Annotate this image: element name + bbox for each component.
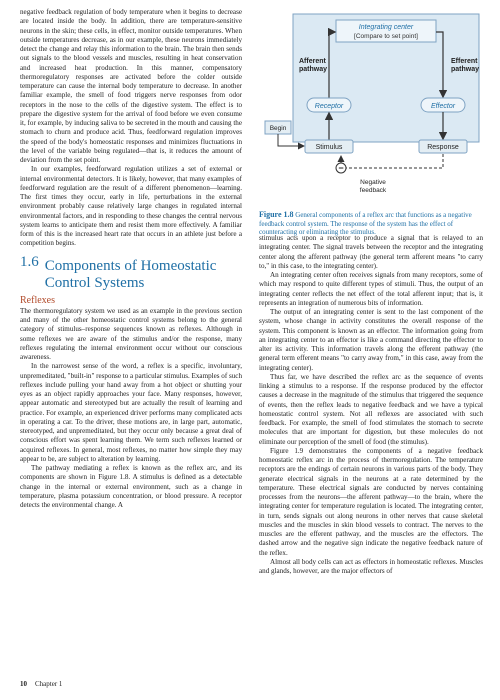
paragraph-reflex-definition: In the narrowest sense of the word, a reflex is a specific, involuntary, unpremeditated, "built-in" response to a particular stimulus. Examples of such reflexes include pulling your hand away from a hot object or shutting your eyes as an object rapidly approaches your face. Many responses, however, appear automatic and stereotyped but are actually the result of learning and practice. For example, an experienced driver performs many complicated acts in operating a car. To the driver, these motions are, in large part, automatic, stereotyped, and unpremeditated, but they occur only because a great deal of conscious effort was spent learning them. We term such reflexes learned or acquired reflexes. In general, most reflexes, no matter how simple they may appear to be, are subject to alteration by learning.: [20, 362, 242, 463]
integrating-center-label: Integrating center: [358, 24, 414, 31]
begin-label: Begin: [269, 125, 287, 132]
stimulus-label: Stimulus: [315, 144, 343, 151]
figure-caption-text: General components of a reflex arc that functions as a negative feedback control system. The response of the system has the effect of counteracting or eliminating the stimulus.: [259, 211, 472, 237]
section-title-line-2: Control Systems: [44, 274, 145, 291]
figure-1-8-reflex-arc: [259, 8, 483, 206]
response-label: Response: [427, 144, 459, 151]
left-column: [20, 8, 242, 510]
section-title-line-1: Components of Homeostatic: [44, 257, 217, 274]
page-footer: [20, 680, 62, 688]
subsection-heading-reflexes: Reflexes: [20, 294, 55, 306]
afferent-label-2: pathway: [299, 66, 328, 73]
negative-feedback-label-1: Negative: [360, 179, 386, 186]
section-heading: [20, 253, 242, 292]
paragraph-reflex-arc: The pathway mediating a reflex is known as the reflex arc, and its components are shown in Figure 1.8. A stimulus is defined as a detectable change in the internal or external environment, such as a change in temperature, plasma potassium concentration, or blood pressure. A receptor detects the environmental change. A: [20, 464, 242, 509]
paragraph-integrating-center: stimulus acts upon a receptor to produce a signal that is relayed to an integrating center. The signal travels between the receptor and the integrating center along the afferent pathway (the general term afferent means "to carry to," in this case, to the integrating center).: [259, 234, 483, 270]
page-number: 10: [20, 680, 27, 688]
figure-caption: [259, 211, 483, 237]
efferent-label-1: Efferent: [451, 58, 478, 65]
paragraph-reflexes-intro: The thermoregulatory system we used as an example in the previous section and many of the other homeostatic control systems belong to the general category of stimulus–response sequences known as reflexes. Although in some reflexes we are aware of the stimulus and/or the response, many reflexes regulating the internal environment occur without our conscious awareness.: [20, 306, 242, 361]
effector-label: Effector: [430, 103, 456, 110]
paragraph-feedforward-thermo: negative feedback regulation of body temperature when it begins to decrease are located inside the body. In addition, there are temperature-sensitive neurons in the skin; these cells, in effect, monitor outside temperatures. When outside temperatures decrease, as in our example, these neurons immediately detect the change and relay this information to the brain. The brain then sends out signals to the blood vessels and muscles, resulting in heat conservation and increased heat production. In this manner, compensatory thermoregulatory responses are activated before the colder outside temperature can cause the internal body temperature to decrease. In another familiar example, the smell of food triggers nerve responses from odor receptors in the nose to the cells of the digestive system. The effect is to prepare the digestive system for the arrival of food before we even consume it, for example, by inducing saliva to be secreted in the mouth and causing the stomach to churn and produce acid. Thus, feedforward regulation improves the speed of the body's homeostatic responses and minimizes fluctuations in the level of the variable being regulated—that is, it reduces the amount of deviation from the set point.: [20, 8, 242, 164]
chapter-label: Chapter 1: [35, 680, 63, 688]
right-column: [259, 234, 483, 576]
negative-feedback-arrow: [341, 154, 443, 168]
reflex-arc-diagram: [259, 8, 483, 206]
paragraph-integration: An integrating center often receives signals from many receptors, some of which may respond to quite different types of stimuli. Thus, the output of an integrating center reflects the net effect of the total afferent input; that is, it represents an integration of numerous bits of information.: [259, 271, 483, 307]
paragraph-feedforward-learning: In our examples, feedforward regulation utilizes a set of external or internal environmental detectors. It is likely, however, that many examples of feedforward regulation are the result of a different phenomenon—learning. The first times they occur, early in life, perturbations in the external environment probably cause relatively large changes in regulated internal environmental factors, and in responding to these changes the central nervous system learns to anticipate them and resist them more effectively. A familiar form of this is the increased heart rate that occurs in an athlete just before a competition begins.: [20, 165, 242, 248]
paragraph-figure-1-9: Figure 1.9 demonstrates the components of a negative feedback homeostatic reflex arc in the process of thermoregulation. The temperature receptors are the endings of certain neurons in various parts of the body. They generate electrical signals in the neurons at a rate determined by the temperature. These electrical signals are conducted by nerves containing processes from the neurons—the afferent pathway—to the brain, where the integrating center for temperature regulation is located. The integrating center, in turn, sends signals out along neurons in other nerves that cause skeletal muscles and the muscles in skin blood vessels to contract. The nerves to the muscles are the efferent pathway, and the muscles are the effectors. The dashed arrow and the negative sign indicate the negative feedback nature of the reflex.: [259, 446, 483, 557]
compare-set-point-label: [Compare to set point]: [354, 33, 418, 40]
paragraph-effector: The output of an integrating center is sent to the last component of the system, whose change in activity constitutes the overall response of the system. This component is known as an effector. The information going from an integrating center to an effector is like a command directing the effector to alter its activity. This information travels along the efferent pathway (the general term efferent means "to carry away from," in this case, away from the integrating center).: [259, 308, 483, 372]
minus-sign: −: [338, 163, 344, 173]
section-number: 1.6: [20, 253, 39, 270]
efferent-label-2: pathway: [451, 66, 480, 73]
paragraph-negative-feedback: Thus far, we have described the reflex arc as the sequence of events linking a stimulus to a response. If the response produced by the effector causes a decrease in the magnitude of the stimulus that triggered the sequence of events, then the reflex leads to negative feedback and we have a typical homeostatic control system. Not all reflexes are associated with such feedback. For example, the smell of food stimulates the stomach to secrete molecules that are important for digestion, but these molecules do not eliminate our perception of the smell of food (the stimulus).: [259, 372, 483, 446]
paragraph-effectors: Almost all body cells can act as effectors in homeostatic reflexes. Muscles and glands, however, are the major effectors of: [259, 557, 483, 575]
figure-caption-label: Figure 1.8: [259, 210, 294, 219]
receptor-label: Receptor: [314, 103, 344, 110]
negative-feedback-label-2: feedback: [359, 187, 387, 194]
afferent-label-1: Afferent: [299, 58, 326, 65]
